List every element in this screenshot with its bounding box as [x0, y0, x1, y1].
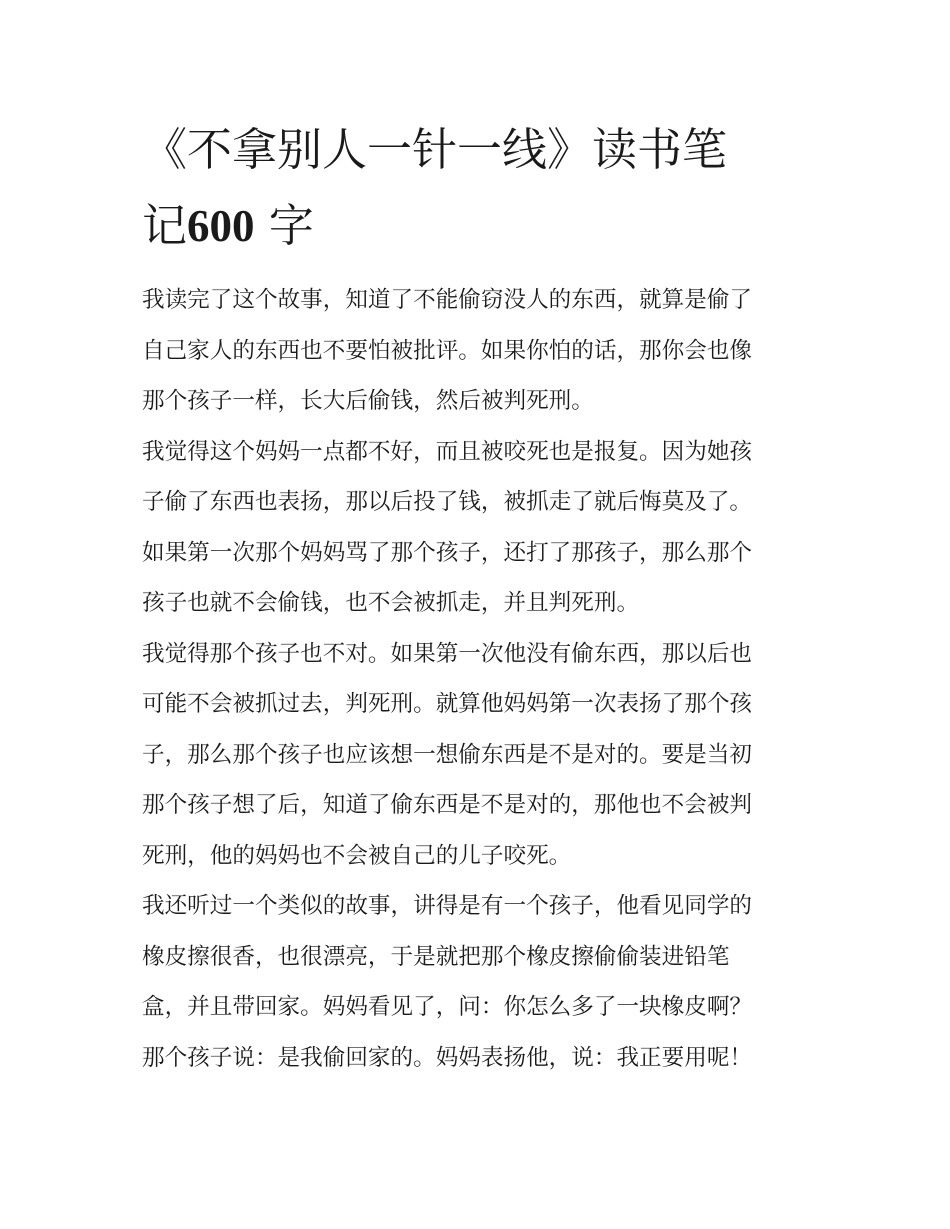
paragraph-1 [142, 275, 814, 427]
document-body [142, 275, 814, 1083]
document-title [142, 112, 822, 264]
text-line: 如果第一次那个妈妈骂了那个孩子，还打了那孩子，那么那个 [142, 539, 753, 566]
text-line: 我读完了这个故事，知道了不能偷窃没人的东西，就算是偷了 [142, 287, 753, 313]
text-line: 我还听过一个类似的故事，讲得是有一个孩子，他看见同学的 [142, 893, 753, 919]
title-line-2-suffix: 字 [268, 199, 314, 252]
title-line-1: 《不拿别人一针一线》读书笔 [142, 123, 728, 176]
text-line: 我觉得这个妈妈一点都不好，而且被咬死也是报复。因为她孩 [142, 438, 753, 465]
text-line: 我觉得那个孩子也不对。如果第一次他没有偷东西，那以后也 [142, 640, 753, 667]
title-line-2-prefix: 记 [142, 199, 188, 252]
text-line: 那个孩子想了后，知道了偷东西是不是对的，那他也不会被判 [142, 792, 753, 818]
text-line: 死刑，他的妈妈也不会被自己的儿子咬死。 [142, 842, 572, 869]
text-line: 可能不会被抓过去，判死刑。就算他妈妈第一次表扬了那个孩 [142, 691, 753, 717]
text-line: 那个孩子说：是我偷回家的。妈妈表扬他，说：我正要用呢！ [142, 1044, 753, 1071]
title-line-2 [142, 188, 822, 264]
text-line: 自己家人的东西也不要怕被批评。如果你怕的话，那你会也像 [142, 337, 753, 364]
paragraph-3 [142, 629, 814, 882]
text-line: 盒，并且带回家。妈妈看见了，问：你怎么多了一块橡皮啊？ [142, 994, 753, 1020]
paragraph-4 [142, 881, 814, 1083]
title-word-count: 600 [187, 201, 255, 251]
text-line: 孩子也就不会偷钱，也不会被抓走，并且判死刑。 [142, 590, 640, 616]
text-line: 橡皮擦很香，也很漂亮，于是就把那个橡皮擦偷偷装进铅笔 [142, 943, 730, 970]
text-line: 那个孩子一样，长大后偷钱，然后被判死刑。 [142, 388, 594, 414]
text-line: 子偷了东西也表扬，那以后投了钱，被抓走了就后悔莫及了。 [142, 489, 753, 515]
paragraph-2 [142, 427, 814, 629]
text-line: 子，那么那个孩子也应该想一想偷东西是不是对的。要是当初 [142, 741, 753, 768]
